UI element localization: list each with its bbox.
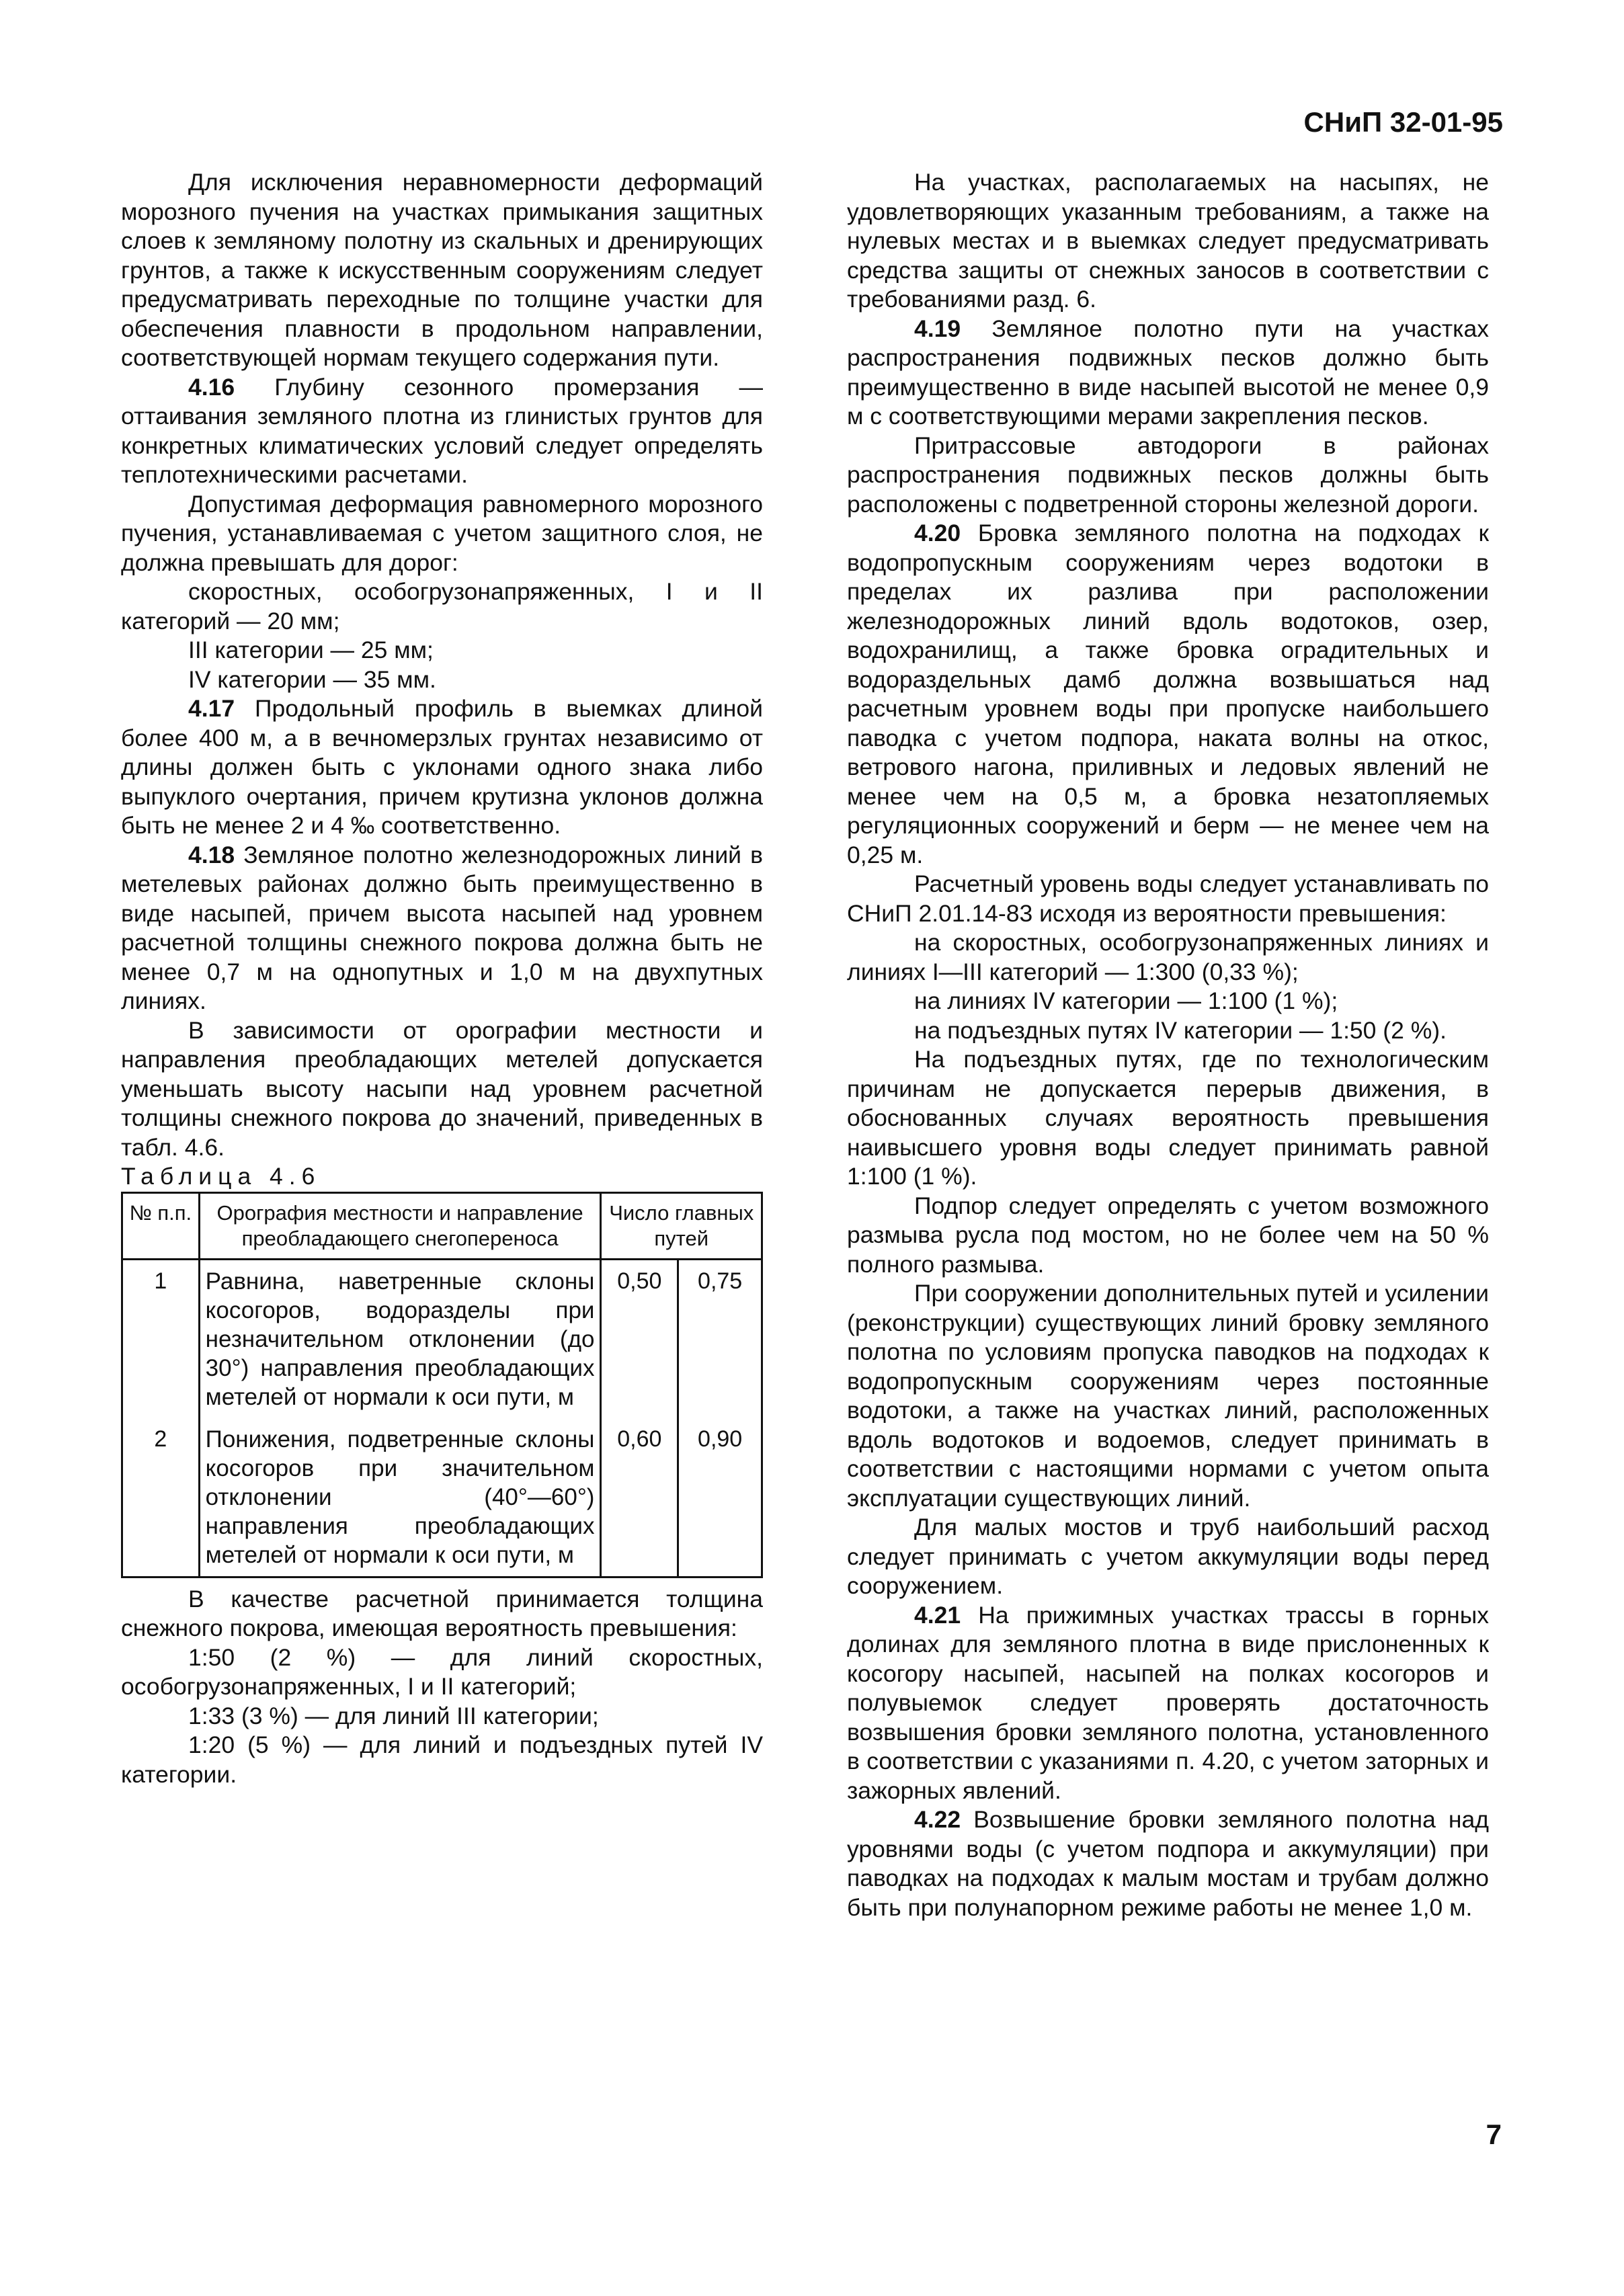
table-caption: Таблица 4.6 <box>121 1163 321 1190</box>
clause-text: На прижимных участках трассы в горных долинах для земляного плотна в виде прислоненных к косогору насыпей, насыпей на полках косогоров и полувыемок следует проверять достаточность возвышения бровки земляного полотна, установленного в соответствии с указаниями п. 4.20, с учетом заторных и зажорных явлений. <box>847 1601 1489 1804</box>
table-header-tracks: Число главных путей <box>601 1192 762 1259</box>
paragraph <box>847 315 1489 432</box>
paragraph: В зависимости от орографии местности и направления преобладающих метелей допускается уменьшать высоту насыпи над уровнем расчетной толщины снежного покрова до значений, приведенных в табл. 4.6. <box>121 1016 763 1161</box>
paragraph <box>121 694 763 841</box>
clause-number: 4.16 <box>188 373 235 401</box>
left-column <box>121 168 763 1789</box>
clause-text: Продольный профиль в выемках длиной более 400 м, а в вечномерзлых грунтах независимо от длины должен быть с уклонами одного знака либо выпуклого очертания, причем крутизна уклонов должна быть не менее 2 и 4 ‰ соответственно. <box>121 695 763 839</box>
list-item: 1:33 (3 %) — для линий III категории; <box>188 1702 599 1729</box>
clause-text: Глубину сезонного промерзания — оттаивания земляного плотна из глинистых грунтов для конкретных климатических условий следует определять теплотехническими расчетами. <box>121 373 763 488</box>
page-number: 7 <box>1486 2119 1502 2150</box>
paragraph: При сооружении дополнительных путей и усилении (реконструкции) существующих линий бровку земляного полотна по условиям пропуска паводков на подходах к водопропускным сооружениям через постоянные водотоки, а также на участках линий, расположенных вдоль водотоков и водоемов, следует принимать в соответствии с настоящими нормами с учетом опыта эксплуатации существующих линий. <box>847 1280 1489 1512</box>
clause-text: Бровка земляного полотна на подходах к водопропускным сооружениям через водотоки в пределах их разлива при расположении железнодорожных линий вдоль водотоков, озер, водохранилищ, а также бровка оградительных и водораздельных дамб должна возвышаться над расчетным уровнем воды при пропуске наибольшего паводка с учетом подпора, наката волны на откос, ветрового нагона, приливных и ледовых явлений не менее чем на 0,5 м, а бровка незатопляемых регуляционных сооружений и берм — не менее чем на 0,25 м. <box>847 520 1489 868</box>
clause-number: 4.18 <box>188 841 235 868</box>
paragraph: На участках, располагаемых на насыпях, не удовлетворяющих указанным требованиям, а также на нулевых местах и в выемках следует предусматривать средства защиты от снежных заносов в соответствии с требованиями разд. 6. <box>847 169 1489 313</box>
paragraph <box>121 841 763 1016</box>
table-cell-value: 0,60 <box>601 1418 678 1577</box>
clause-number: 4.22 <box>914 1806 961 1833</box>
clause-text: Земляное полотно пути на участках распространения подвижных песков должно быть преимущественно в виде насыпей высотой не менее 0,9 м с соответствующими мерами закрепления песков. <box>847 315 1489 429</box>
list-item: 1:50 (2 %) — для линий скоростных, особогрузонапряженных, I и II категорий; <box>121 1643 763 1700</box>
list-item: на скоростных, особогрузонапряженных линиях и линиях I—III категорий — 1:300 (0,33 %); <box>847 929 1489 985</box>
paragraph: Притрассовые автодороги в районах распространения подвижных песков должны быть расположены с подветренной стороны железной дороги. <box>847 432 1489 518</box>
table-cell-number: 2 <box>122 1418 200 1577</box>
table-cell-description: Равнина, наветренные склоны косогоров, водоразделы при незначительном отклонении (до 30°) направления преобладающих метелей от нормали к оси пути, м <box>199 1259 601 1418</box>
table-row <box>122 1259 762 1418</box>
paragraph <box>847 1601 1489 1806</box>
paragraph <box>121 373 763 490</box>
snow-table <box>121 1192 763 1578</box>
list-item: IV категории — 35 мм. <box>188 665 436 693</box>
list-item: III категории — 25 мм; <box>188 637 434 663</box>
clause-number: 4.20 <box>914 520 961 546</box>
paragraph: Для исключения неравномерности деформаций морозного пучения на участках примыкания защитных слоев к земляному полотну из скальных и дренирующих грунтов, а также к искусственным сооружениям следует предусматривать переходные по толщине участки для обеспечения плавности в продольном направлении, соответствующей нормам текущего содержания пути. <box>121 169 763 371</box>
paragraph: Для малых мостов и труб наибольший расход следует принимать с учетом аккумуляции воды перед сооружением. <box>847 1514 1489 1599</box>
clause-number: 4.17 <box>188 695 235 722</box>
table-header-orography: Орография местности и направление преобладающего снегопереноса <box>199 1192 601 1259</box>
clause-number: 4.21 <box>914 1601 961 1629</box>
table-cell-value: 0,75 <box>678 1259 762 1418</box>
list-item: на подъездных путях IV категории — 1:50 (2 %). <box>914 1016 1447 1044</box>
paragraph: Расчетный уровень воды следует устанавливать по СНиП 2.01.14-83 исходя из вероятности превышения: <box>847 870 1489 927</box>
table-cell-value: 0,50 <box>601 1259 678 1418</box>
list-item: на линиях IV категории — 1:100 (1 %); <box>914 987 1338 1014</box>
right-column <box>847 168 1489 1922</box>
clause-text: Возвышение бровки земляного полотна над уровнями воды (с учетом подпора и аккумуляции) при паводках на подходах к малым мостам и трубам должно быть при полунапорном режиме работы не менее 1,0 м. <box>847 1806 1489 1921</box>
clause-number: 4.19 <box>914 315 961 342</box>
list-item: скоростных, особогрузонапряженных, I и II категорий — 20 мм; <box>121 578 763 634</box>
clause-text: Земляное полотно железнодорожных линий в метелевых районах должно быть преимущественно в виде насыпей, причем высота насыпей над уровнем расчетной толщины снежного покрова должна быть не менее 0,7 м на однопутных и 1,0 м на двухпутных линиях. <box>121 841 763 1014</box>
paragraph: Допустимая деформация равномерного морозного пучения, устанавливаемая с учетом защитного слоя, не должна превышать для дорог: <box>121 490 763 576</box>
table-row <box>122 1418 762 1577</box>
table-cell-value: 0,90 <box>678 1418 762 1577</box>
table-cell-number: 1 <box>122 1259 200 1418</box>
paragraph: Подпор следует определять с учетом возможного размыва русла под мостом, но не более чем на 50 % полного размыва. <box>847 1192 1489 1278</box>
paragraph <box>847 519 1489 870</box>
table-cell-description: Понижения, подветренные склоны косогоров при значительном отклонении (40°—60°) направления преобладающих метелей от нормали к оси пути, м <box>199 1418 601 1577</box>
paragraph: На подъездных путях, где по технологическим причинам не допускается перерыв движения, в обоснованных случаях вероятность превышения наивысшего уровня воды следует принимать равной 1:100 (1 %). <box>847 1046 1489 1190</box>
list-item: 1:20 (5 %) — для линий и подъездных путей IV категории. <box>121 1731 763 1788</box>
paragraph: В качестве расчетной принимается толщина снежного покрова, имеющая вероятность превышения: <box>121 1585 763 1641</box>
paragraph <box>847 1805 1489 1922</box>
document-code: СНиП 32-01-95 <box>1303 106 1503 138</box>
table-header-number: № п.п. <box>122 1192 200 1259</box>
